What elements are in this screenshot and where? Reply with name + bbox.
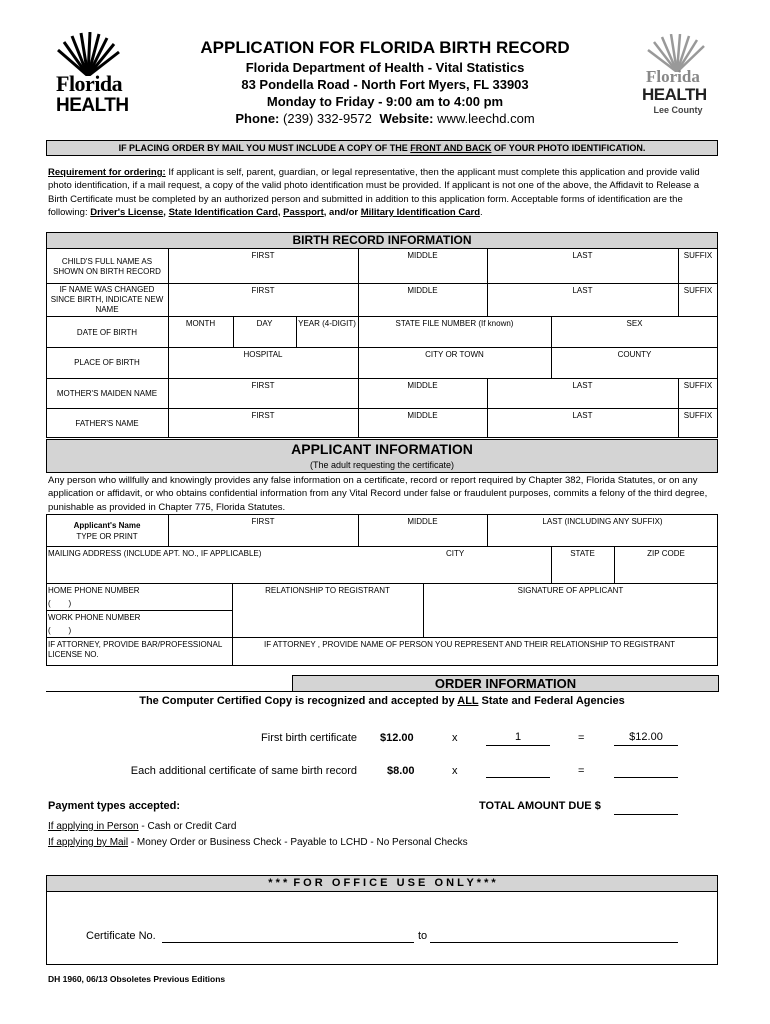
period: . [480, 206, 483, 218]
changed-middle-input[interactable] [360, 296, 485, 315]
form-id: DH 1960, 06/13 Obsoletes Previous Editions [48, 974, 226, 984]
header-dept: Florida Department of Health - Vital Statistics [245, 60, 525, 75]
first-cert-times: x [452, 732, 458, 744]
florida-health-logo-right [640, 34, 716, 120]
website-url: www.leechd.com [437, 111, 535, 126]
changed-suffix-input[interactable] [680, 296, 716, 315]
changed-middle-label: MIDDLE [407, 286, 438, 295]
father-last-label: LAST [572, 411, 593, 420]
applicant-middle-input[interactable] [360, 527, 485, 545]
mail-notice-front-back: FRONT AND BACK [410, 143, 492, 153]
mother-suffix-label: SUFFIX [683, 381, 713, 390]
zip-label: ZIP CODE [647, 549, 685, 558]
id-military: Military Identification Card [360, 206, 481, 218]
phone-number: (239) 332-9572 [283, 111, 372, 126]
separator: , and/or [323, 206, 361, 218]
in-person-text: - Cash or Credit Card [138, 821, 237, 832]
mother-first-input[interactable] [170, 391, 356, 407]
attorney-rep-input[interactable] [234, 651, 716, 665]
dob-month-label: MONTH [185, 319, 216, 328]
order-heading: ORDER INFORMATION [292, 675, 719, 692]
page-title: APPLICATION FOR FLORIDA BIRTH RECORD [200, 38, 570, 57]
cert-no-to-input[interactable] [430, 928, 678, 942]
mailing-label: MAILING ADDRESS (INCLUDE APT. NO., IF APPLICABLE) [48, 549, 262, 558]
add-cert-price: $8.00 [387, 765, 415, 777]
mail-notice-post: OF YOUR PHOTO IDENTIFICATION. [491, 143, 646, 153]
first-cert-qty[interactable]: 1 [514, 731, 522, 743]
header-address: 83 Pondella Road - North Fort Myers, FL 33903 [241, 77, 529, 92]
col-divider [168, 248, 169, 438]
attorney-license-label: IF ATTORNEY, PROVIDE BAR/PROFESSIONAL LICENSE NO. [48, 640, 222, 659]
payment-types-label: Payment types accepted: [48, 800, 181, 812]
section-rule [46, 691, 718, 692]
child-last-label: LAST [572, 251, 593, 260]
state-file-input[interactable] [360, 329, 549, 346]
applicant-warning: Any person who willfully and knowingly provides any false information on a certificate, record or report required by Chapter 382, Florida Statutes, or on any application or affidavit, or who obtains confidential information from any Vital Record under false or fraudulent purposes, commits a felony of the third degree, punishable as provided in Chapter 775, Florida Statutes. [48, 475, 708, 513]
city-town-input[interactable] [360, 360, 549, 377]
child-middle-input[interactable] [360, 262, 485, 282]
mother-last-input[interactable] [489, 391, 676, 407]
city-label: CITY [446, 549, 465, 558]
row-divider [46, 546, 718, 547]
first-cert-total[interactable]: $12.00 [629, 731, 663, 743]
phone-label: Phone: [235, 111, 280, 126]
by-mail-text: - Money Order or Business Check - Payable to LCHD - No Personal Checks [128, 837, 468, 848]
mother-label: MOTHER'S MAIDEN NAME [56, 389, 158, 398]
child-suffix-label: SUFFIX [683, 251, 713, 260]
row-divider [46, 408, 718, 409]
applicant-name-label: Applicant's Name [73, 521, 141, 530]
add-qty-underline [486, 777, 550, 778]
cert-to-underline [430, 942, 678, 943]
mother-suffix-input[interactable] [680, 391, 716, 407]
in-person-line [48, 820, 236, 833]
by-mail-label: If applying by Mail [48, 837, 129, 848]
city-town-label: CITY OR TOWN [425, 350, 484, 359]
mail-notice [46, 140, 718, 156]
first-cert-equals: = [578, 732, 585, 744]
add-cert-equals: = [578, 765, 585, 777]
separator: , [163, 206, 169, 218]
applicant-first-input[interactable] [170, 527, 356, 545]
birth-record-heading: BIRTH RECORD INFORMATION [46, 232, 718, 249]
child-last-input[interactable] [489, 262, 676, 282]
first-qty-underline [486, 745, 550, 746]
pob-label: PLACE OF BIRTH [74, 358, 140, 367]
state-label: STATE [570, 549, 595, 558]
first-total-underline [614, 745, 678, 746]
changed-suffix-label: SUFFIX [683, 286, 713, 295]
state-input[interactable] [553, 560, 612, 582]
first-cert-price: $12.00 [380, 732, 414, 744]
home-phone-input[interactable] [90, 597, 230, 609]
first-cert-label: First birth certificate [261, 732, 357, 744]
dob-label: DATE OF BIRTH [76, 328, 138, 337]
requirement-label: Requirement for ordering: [48, 167, 166, 178]
applicant-subheading: (The adult requesting the certificate) [46, 459, 718, 473]
applicant-last-label: LAST (INCLUDING ANY SUFFIX) [542, 517, 663, 526]
cert-no-from-input[interactable] [162, 928, 414, 942]
in-person-label: If applying in Person [48, 821, 139, 832]
sex-label: SEX [626, 319, 643, 328]
relationship-input[interactable] [234, 598, 421, 636]
office-use-heading: * * * F O R O F F I C E U S E O N L Y * * * [46, 875, 718, 892]
row-divider [46, 378, 718, 379]
county-label: COUNTY [617, 350, 652, 359]
child-first-label: FIRST [251, 251, 275, 260]
row-divider [46, 283, 718, 284]
father-suffix-label: SUFFIX [683, 411, 713, 420]
applicant-middle-label: MIDDLE [407, 517, 438, 526]
add-cert-qty[interactable] [486, 763, 550, 777]
logo-right-county: Lee County [653, 105, 703, 115]
sex-input[interactable] [553, 329, 716, 346]
work-phone-input[interactable] [90, 624, 230, 636]
child-first-input[interactable] [170, 262, 356, 282]
hospital-input[interactable] [170, 360, 356, 377]
mailing-input[interactable] [48, 560, 548, 582]
changed-first-input[interactable] [170, 296, 356, 315]
order-notice-pre: The Computer Certified Copy is recognized and accepted by [139, 695, 458, 707]
order-notice-all: ALL [457, 695, 479, 707]
attorney-rep-label: IF ATTORNEY , PROVIDE NAME OF PERSON YOU REPRESENT AND THEIR RELATIONSHIP TO REGISTRANT [264, 640, 676, 649]
father-middle-label: MIDDLE [407, 411, 438, 420]
logo-left-florida: Florida [56, 71, 123, 96]
total-due-value[interactable] [614, 798, 678, 813]
changed-first-label: FIRST [251, 286, 275, 295]
add-cert-total[interactable] [614, 763, 678, 777]
requirement-text [48, 166, 718, 219]
type-print-label: TYPE OR PRINT [76, 532, 138, 541]
work-phone-label: WORK PHONE NUMBER [48, 613, 141, 622]
zip-input[interactable] [616, 560, 716, 582]
logo-right-florida: Florida [646, 67, 700, 86]
county-input[interactable] [553, 360, 716, 377]
row-divider [46, 316, 718, 317]
total-due-label: TOTAL AMOUNT DUE $ [479, 800, 601, 812]
hospital-label: HOSPITAL [243, 350, 283, 359]
changed-name-label: IF NAME WAS CHANGED SINCE BIRTH, INDICATE NEW NAME [50, 285, 164, 314]
relationship-label: RELATIONSHIP TO REGISTRANT [265, 586, 390, 595]
add-cert-label: Each additional certificate of same birth record [130, 765, 357, 777]
home-phone-label: HOME PHONE NUMBER [48, 586, 140, 595]
logo-left-health: HEALTH [56, 95, 129, 116]
attorney-license-input[interactable] [120, 651, 230, 665]
mother-middle-label: MIDDLE [407, 381, 438, 390]
state-file-label: STATE FILE NUMBER (If known) [395, 319, 514, 328]
logo-right-health: HEALTH [642, 85, 707, 104]
father-middle-input[interactable] [360, 421, 485, 437]
applicant-last-input[interactable] [489, 527, 716, 545]
signature-label: SIGNATURE OF APPLICANT [517, 586, 624, 595]
changed-last-input[interactable] [489, 296, 676, 315]
separator: , [277, 206, 284, 218]
father-last-input[interactable] [489, 421, 676, 437]
home-phone-parens: ( ) [48, 599, 72, 608]
dob-day-label: DAY [256, 319, 273, 328]
dob-day-input[interactable] [235, 329, 294, 346]
applicant-first-label: FIRST [251, 517, 275, 526]
dob-month-input[interactable] [170, 329, 231, 346]
cert-to-label: to [418, 930, 428, 942]
add-total-underline [614, 777, 678, 778]
mother-first-label: FIRST [251, 381, 275, 390]
total-underline [614, 814, 678, 815]
dob-year-input[interactable] [298, 329, 356, 346]
row-divider [46, 583, 718, 584]
row-divider [46, 610, 232, 611]
changed-last-label: LAST [572, 286, 593, 295]
father-first-input[interactable] [170, 421, 356, 437]
id-drivers-license: Driver's License [90, 206, 164, 218]
order-notice [46, 694, 718, 708]
father-label: FATHER'S NAME [75, 419, 139, 428]
id-state-card: State Identification Card [168, 206, 278, 218]
dob-year-label: YEAR (4-DIGIT) [298, 319, 356, 328]
order-notice-post: State and Federal Agencies [478, 695, 625, 707]
id-passport: Passport [283, 206, 324, 218]
add-cert-times: x [452, 765, 458, 777]
cert-no-label: Certificate No. [86, 930, 156, 942]
by-mail-line [48, 836, 468, 849]
mother-last-label: LAST [572, 381, 593, 390]
requirement-body: If applicant is self, parent, guardian, or legal representative, then the applicant must complete this application and provide valid photo identification, if a mail request, a copy of the valid photo identification must be provided. If applicant is not one of the above, the Affidavit to Release a Birth Certificate must be completed by an authorized person and submitted in addition to this application form. Acceptable forms of identification are the following: [48, 167, 700, 218]
cert-from-underline [162, 942, 414, 943]
father-suffix-input[interactable] [680, 421, 716, 437]
child-middle-label: MIDDLE [407, 251, 438, 260]
mother-middle-input[interactable] [360, 391, 485, 407]
work-phone-parens: ( ) [48, 626, 72, 635]
row-divider [46, 347, 718, 348]
signature-input[interactable] [425, 598, 716, 636]
mail-notice-pre: IF PLACING ORDER BY MAIL YOU MUST INCLUDE A COPY OF THE [118, 143, 411, 153]
child-name-label: CHILD'S FULL NAME AS SHOWN ON BIRTH RECORD [53, 257, 161, 276]
header-hours: Monday to Friday - 9:00 am to 4:00 pm [266, 94, 504, 109]
website-label: Website: [379, 111, 434, 126]
applicant-heading: APPLICANT INFORMATION [46, 439, 718, 460]
father-first-label: FIRST [251, 411, 275, 420]
row-divider [46, 637, 718, 638]
child-suffix-input[interactable] [680, 262, 716, 282]
